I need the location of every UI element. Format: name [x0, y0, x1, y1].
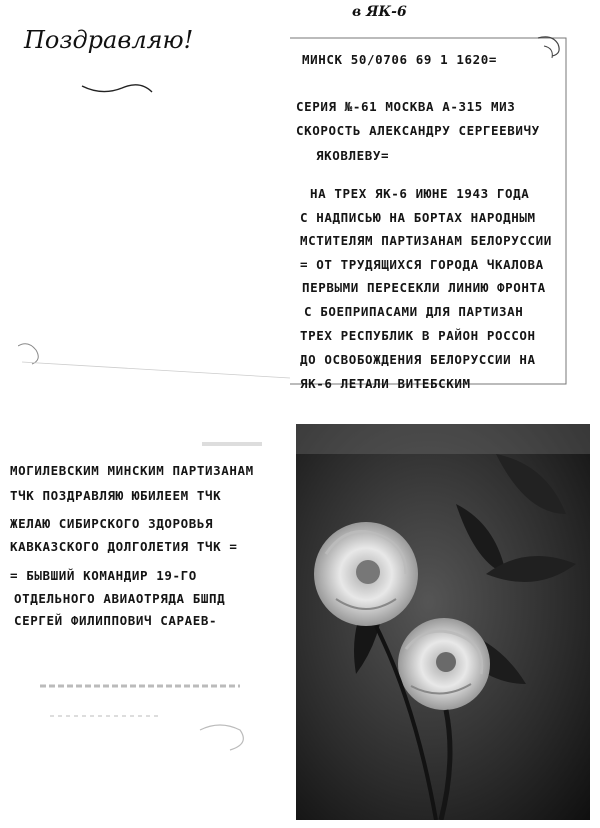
telegram-body-line: ЯК-6 ЛЕТАЛИ ВИТЕБСКИМ — [300, 376, 471, 391]
telegram-address-line: СЕРИЯ №-61 МОСКВА А-315 МИЗ — [296, 99, 516, 114]
telegram-bottom-line: ЖЕЛАЮ СИБИРСКОГО ЗДОРОВЬЯ — [10, 516, 214, 531]
telegram-bottom-line: СЕРГЕЙ ФИЛИППОВИЧ САРАЕВ- — [14, 613, 218, 628]
telegram-body-line: С БОЕПРИПАСАМИ ДЛЯ ПАРТИЗАН — [304, 304, 524, 319]
telegram-bottom-line: ОТДЕЛЬНОГО АВИАОТРЯДА БШПД — [14, 591, 226, 606]
telegram-body-line: ДО ОСВОБОЖДЕНИЯ БЕЛОРУССИИ НА — [300, 352, 536, 367]
telegram-body-line: ПЕРВЫМИ ПЕРЕСЕКЛИ ЛИНИЮ ФРОНТА — [302, 280, 546, 295]
telegram-address-line: ЯКОВЛЕВУ= — [316, 148, 390, 163]
peony-left-icon — [314, 522, 418, 626]
telegram-bottom-line: МОГИЛЕВСКИМ МИНСКИМ ПАРТИЗАНАМ — [10, 463, 254, 478]
peony-right-icon — [398, 618, 490, 710]
telegram-body-line: МСТИТЕЛЯМ ПАРТИЗАНАМ БЕЛОРУССИИ — [300, 233, 552, 248]
handwritten-note: в ЯК-6 — [352, 4, 407, 20]
telegram-body-line: ТРЕХ РЕСПУБЛИК В РАЙОН РОССОН — [300, 328, 536, 343]
greeting-script: Поздравляю! — [24, 26, 194, 54]
telegram-address-line: СКОРОСТЬ АЛЕКСАНДРУ СЕРГЕЕВИЧУ — [296, 123, 540, 138]
telegram-bottom-line: = БЫВШИЙ КОМАНДИР 19-ГО — [10, 568, 197, 583]
telegram-body-line: С НАДПИСЬЮ НА БОРТАХ НАРОДНЫМ — [300, 210, 536, 225]
telegram-header: МИНСК 50/0706 69 1 1620= — [302, 52, 498, 67]
faint-smudge — [200, 436, 270, 450]
telegram-body-line: = ОТ ТРУДЯЩИХСЯ ГОРОДА ЧКАЛОВА — [300, 257, 544, 272]
telegram-bottom-line: КАВКАЗСКОГО ДОЛГОЛЕТИЯ ТЧК = — [10, 539, 238, 554]
faint-stamp-marks — [30, 670, 270, 770]
telegram-body-line: НА ТРЕХ ЯК-6 ИЮНЕ 1943 ГОДА — [310, 186, 530, 201]
peony-photo — [296, 424, 590, 820]
greeting-flourish-icon — [78, 68, 158, 98]
telegram-bottom-line: ТЧК ПОЗДРАВЛЯЮ ЮБИЛЕЕМ ТЧК — [10, 488, 222, 503]
